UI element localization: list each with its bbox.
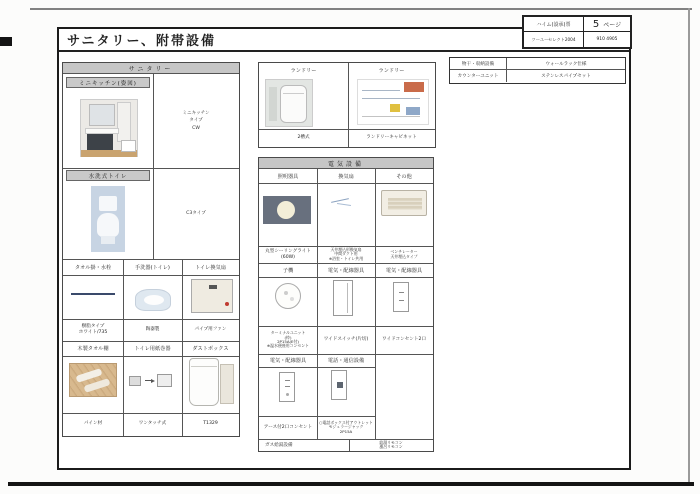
spec-table-row <box>450 70 625 82</box>
lighting-caption <box>259 246 317 263</box>
fan-sketch <box>329 196 357 208</box>
arrow-icon <box>151 379 155 383</box>
ceiling-light-photo <box>263 196 311 224</box>
sketch-line <box>337 203 351 206</box>
divider <box>259 183 433 184</box>
stamp-doc-code: 910 4905 <box>596 37 618 42</box>
note-line: タイプ <box>189 118 203 124</box>
toilet-note <box>153 168 239 259</box>
washer-body <box>280 85 307 123</box>
caption-line: (枠) <box>284 334 292 340</box>
phone-jack-caption <box>317 416 375 439</box>
caption-line: 天井埋込形換気扇 <box>330 246 362 252</box>
base-cabinet <box>87 134 113 150</box>
toilet-fan-photo <box>191 279 233 313</box>
divider <box>259 277 433 278</box>
caption-line: T1329 <box>203 421 218 427</box>
caption-line: ワンタッチ式 <box>138 421 167 427</box>
gas-equipment-label: ガス給湯設備 <box>265 443 293 448</box>
divider <box>259 367 375 368</box>
caption-line: パイプ用ファン <box>194 327 227 333</box>
sanitary-section-bar: サニタリー <box>63 63 239 74</box>
lighting-header: 照明器具 <box>277 173 299 180</box>
caption-line: ワイドコンセント2口 <box>382 337 426 343</box>
phone-jack-photo <box>331 370 347 400</box>
dust-box-caption <box>182 413 239 435</box>
spec-table <box>449 57 626 84</box>
washer-header: ランドリー <box>290 67 317 74</box>
other-caption <box>375 246 433 263</box>
hand-basin-header: 手洗器(トイレ) <box>135 264 170 271</box>
laundry-rack-caption <box>348 129 435 147</box>
wood-shelf-header: 木製タオル棚 <box>77 346 109 352</box>
fan-label-mark <box>209 285 217 289</box>
hand-basin-photo <box>135 289 171 311</box>
earth-outlet-photo <box>279 372 295 402</box>
divider <box>63 356 239 357</box>
toilet-header: 水洗式トイレ <box>66 170 150 181</box>
switch-header: 電気・配線器具 <box>327 267 365 274</box>
dust-box-photo <box>189 358 235 408</box>
caption-line: ランドリーキャビネット <box>366 135 417 141</box>
laundry-rack-photo <box>357 79 429 125</box>
caption-line: ○電話ボックス付アウトレット <box>319 419 373 425</box>
outlet-header: 電気・配線器具 <box>385 267 423 274</box>
towel-roll <box>84 378 111 393</box>
outlet-photo <box>393 282 409 312</box>
spec-table-row <box>450 58 625 70</box>
note-line: CW <box>192 125 200 131</box>
vent-grille-photo <box>381 190 427 216</box>
mirror-cabinet <box>89 104 115 126</box>
light-globe <box>277 201 295 219</box>
outlet-slot <box>399 300 404 301</box>
rack-blue-item <box>406 107 420 115</box>
washer-side-panel <box>269 87 277 121</box>
caption-line: 陶器製 <box>145 327 160 333</box>
doorbell-dot <box>284 291 288 295</box>
stamp-doc-label: ハイム(設承)票 <box>524 17 584 32</box>
vent-fan-header: 換気扇 <box>338 173 354 180</box>
note-line: C3タイプ <box>186 210 206 216</box>
divider <box>375 354 376 439</box>
caption-line: ※浴室・トイレ共用 <box>328 255 364 261</box>
switch-caption <box>317 326 375 354</box>
scan-edge-right <box>688 8 690 486</box>
wood-shelf-photo <box>69 363 117 397</box>
page-title: サニタリー、附帯設備 <box>67 34 216 49</box>
vent-fan-caption <box>317 246 375 263</box>
mini-kitchen-note <box>153 74 239 168</box>
laundry-rack-header: ランドリー <box>378 67 405 74</box>
scan-blob-left <box>0 37 12 46</box>
spec-card <box>121 140 136 152</box>
caption-line: モジュラージャック <box>328 424 364 430</box>
stamp-page-suffix: ページ <box>603 21 622 29</box>
caption-line: 2P15A(E付) <box>277 339 299 344</box>
fan-red-dot <box>225 302 229 306</box>
stamp-page-cell <box>584 17 630 32</box>
pail-lid-line <box>191 366 217 367</box>
doorbell-dot <box>290 297 294 301</box>
washer-photo <box>265 79 313 127</box>
rack-line <box>362 116 420 117</box>
caption-line: ワイドスイッチ(片切) <box>323 337 369 343</box>
washer-caption <box>259 129 348 147</box>
toilet-fan-caption <box>182 319 239 341</box>
toilet-tank <box>99 196 117 211</box>
switch-photo <box>333 280 353 316</box>
spec-row-label: カウンターユニット <box>450 70 507 82</box>
mini-kitchen-header: ミニキッチン(姿図) <box>66 77 150 88</box>
outlet-caption <box>375 326 433 354</box>
caption-line: 中間ダクト用 <box>334 251 358 257</box>
stamp-doc-sub: ツーユーセレクト2004 <box>524 32 584 47</box>
tall-cabinet <box>117 102 131 142</box>
stamp-box <box>522 15 632 49</box>
stamp-page-number: 5 <box>592 18 600 30</box>
spec-card <box>220 364 234 404</box>
note-line: ミニキッチン <box>182 110 210 116</box>
paper-holder-caption <box>123 413 182 435</box>
caption-line: アース付2口コンセント <box>263 424 313 430</box>
earth-outlet-header: 電気・配線器具 <box>269 358 307 364</box>
towel-rail-caption <box>63 319 123 341</box>
caption-line: 丸型シーリングライト(60W) <box>265 248 311 260</box>
caption-line: 風呂リモコン <box>379 444 403 449</box>
caption-line: 樹脂タイプ <box>81 324 105 330</box>
holder-part <box>157 374 172 387</box>
rack-yellow-item <box>390 104 400 112</box>
phone-jack-header: 電話・通信設備 <box>327 358 365 364</box>
toilet-fan-header: トイレ換気扇 <box>195 264 226 271</box>
earth-terminal <box>286 393 289 396</box>
basin-highlight <box>144 295 164 305</box>
spec-row-label: 物干・収納設備 <box>450 58 507 69</box>
spec-row-value: ウォールラック仕様 <box>545 61 587 67</box>
terminal-header: 子機 <box>282 267 294 274</box>
caption-line: ホワイト/735 <box>78 330 108 335</box>
caption-line: 天井埋込タイプ <box>390 253 418 259</box>
rack-line <box>362 90 400 91</box>
electric-section-bar: 電気設備 <box>259 158 433 169</box>
holder-part <box>129 376 141 386</box>
rack-red-flag <box>404 82 424 92</box>
earth-outlet-caption <box>259 416 317 439</box>
other-header: その他 <box>396 173 412 180</box>
caption-line: 2槽式 <box>297 135 310 141</box>
doorbell-photo <box>275 283 301 309</box>
paper-holder-photo <box>129 368 179 392</box>
sanitary-panel <box>62 62 240 437</box>
outlet-slot <box>399 292 404 293</box>
caption-line: 給湯リモコン <box>379 439 403 445</box>
caption-line: ベンチレーター <box>390 249 418 255</box>
mini-kitchen-photo <box>80 99 138 157</box>
washer-lid-line <box>283 93 304 94</box>
toilet-bowl <box>97 213 119 237</box>
outlet-slot <box>285 386 290 387</box>
scan-edge-top <box>30 8 692 10</box>
spec-row-value: ステンレスパイプセット <box>541 74 591 79</box>
dust-box-header: ダストボックス <box>192 346 229 352</box>
caption-line: 2P15A <box>339 428 353 434</box>
divider <box>63 275 239 276</box>
towel-rail-photo <box>71 293 115 295</box>
toilet-base <box>101 236 115 244</box>
jack-port <box>337 382 343 388</box>
caption-line: パイン材 <box>83 421 103 427</box>
toilet-photo <box>91 186 125 252</box>
terminal-caption <box>259 326 317 354</box>
caption-line: ※温水便座用コンセント <box>266 343 310 349</box>
remote-control-label <box>349 439 433 451</box>
scan-edge-bottom <box>8 482 694 486</box>
laundry-panel <box>258 62 436 148</box>
outlet-slot <box>285 380 290 381</box>
towel-rail-header: タオル掛・水栓 <box>74 264 112 271</box>
paper-holder-header: トイレ用紙巻器 <box>134 346 171 352</box>
electric-panel <box>258 157 434 452</box>
switch-rocker-line <box>347 283 348 313</box>
hand-basin-caption <box>123 319 182 341</box>
wood-shelf-caption <box>63 413 123 435</box>
sketch-line <box>331 198 349 203</box>
grille-slats <box>388 198 422 210</box>
rack-line <box>362 98 420 99</box>
caption-line: ターミナルユニット <box>270 330 306 336</box>
